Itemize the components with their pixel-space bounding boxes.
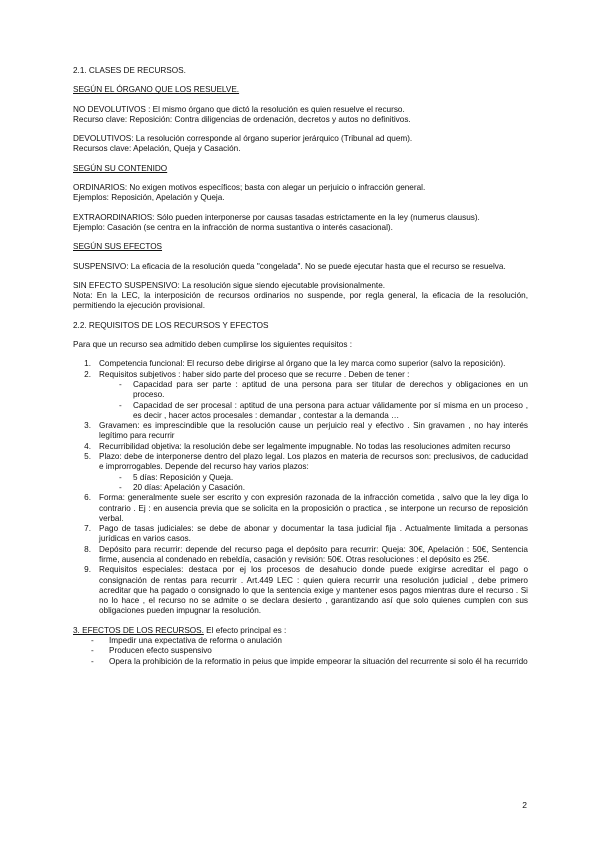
- section-title-3: 3. EFECTOS DE LOS RECURSOS. El efecto principal es :: [73, 625, 287, 635]
- paragraph-intro: Para que un recurso sea admitido deben cumplirse los siguientes requisitos :: [73, 340, 352, 350]
- sub-list-item: - 5 días: Reposición y Queja.: [119, 472, 234, 482]
- paragraph-devolutivos: DEVOLUTIVOS: La resolución corresponde al órgano superior jerárquico (Tribunal ad quem).: [73, 134, 413, 144]
- list-item: 9. Requisitos especiales: destaca por ej los procesos de desahucio donde puede exigirse acreditar el pago o consignación de rentas para recurrir . Art.449 LEC : quien quiera recurrir una resolución judicial , debe primero acreditar que ha pagado o consignado lo que la sentencia exige y mantener esos pagos mientras dure el recurso . Si no lo hace , el recurso no se admite o se declara desierto , garantizando así que solo quienes cumplen con sus obligaciones pueden impugnar la resolución.: [84, 565, 528, 616]
- page-number: 2: [522, 800, 527, 810]
- document-page: [73, 66, 528, 667]
- requisitos-list: [73, 359, 528, 616]
- sub-list-item: - Capacidad de ser procesal : aptitud de una persona para actuar válidamente por sí misma en un proceso , es decir , hacer actos procesales : demandar , contestar a la demanda …: [119, 400, 528, 420]
- list-item: 8. Depósito para recurrir: depende del recurso paga el depósito para recurrir: Queja: 30€, Apelación : 50€, Sentencia firme, ausencia al condenado en rebeldía, casación y revisión: 50€. Otras resoluciones : el depósito es 25€.: [84, 544, 528, 564]
- list-item: 6. Forma: generalmente suele ser escrito y con expresión razonada de la infracción cometida , salvo que la ley diga lo contrario . Ej : en ausencia previa que se solicita en la proposición o practica , se interpone un recurso de reposición verbal.: [84, 493, 528, 523]
- paragraph-nota: Nota: En la LEC, la interposición de recursos ordinarios no suspende, por regla general, la eficacia de la resolución, permitiendo la ejecución provisional.: [73, 291, 528, 311]
- paragraph-suspensivo: SUSPENSIVO: La eficacia de la resolución queda "congelada". No se puede ejecutar hasta que el recurso se resuelva.: [73, 261, 506, 271]
- list-item: 4. Recurribilidad objetiva: la resolución debe ser legalmente impugnable. No todas las resoluciones admiten recurso: [84, 441, 511, 451]
- paragraph-ordinarios: ORDINARIOS: No exigen motivos específicos; basta con alegar un perjuicio o infracción general.: [73, 183, 426, 193]
- list-item: 1. Competencia funcional: El recurso debe dirigirse al órgano que la ley marca como superior (salvo la reposición).: [84, 359, 506, 369]
- paragraph-no-devolutivos-clave: Recurso clave: Reposición: Contra diligencias de ordenación, decretos y autos no definitivos.: [73, 114, 411, 124]
- bullet-item: - Impedir una expectativa de reforma o anulación: [91, 636, 282, 646]
- paragraph-extraordinarios-ejemplo: Ejemplo: Casación (se centra en la infracción de norma sustantiva o interés casacional).: [73, 222, 393, 232]
- heading-efectos: SEGÚN SUS EFECTOS: [73, 242, 163, 252]
- paragraph-no-devolutivos: NO DEVOLUTIVOS : El mismo órgano que dictó la resolución es quien resuelve el recurso.: [73, 104, 405, 114]
- sub-list-item: - Capacidad para ser parte : aptitud de una persona para ser titular de derechos y obligaciones en un proceso.: [119, 379, 528, 400]
- list-item: 5. Plazo: debe de interponerse dentro del plazo legal. Los plazos en materia de recursos son: preclusivos, de caducidad e improrrogables. Depende del recurso hay varios plazos:: [84, 452, 528, 472]
- paragraph-sin-efecto: SIN EFECTO SUSPENSIVO: La resolución sigue siendo ejecutable provisionalmente.: [73, 280, 386, 290]
- bullet-item: - Producen efecto suspensivo: [91, 646, 212, 656]
- list-item: 2. Requisitos subjetivos : haber sido parte del proceso que se recurre . Deben de tener :: [84, 369, 410, 379]
- paragraph-ordinarios-ejemplos: Ejemplos: Reposición, Apelación y Queja.: [73, 193, 225, 203]
- list-item: 7. Pago de tasas judiciales: se debe de abonar y documentar la tasa judicial fija . Actualmente limitada a personas jurídicas en varios casos.: [84, 524, 528, 544]
- paragraph-extraordinarios: EXTRAORDINARIOS: Sólo pueden interponerse por causas tasadas estrictamente en la ley (numerus clausus).: [73, 212, 480, 222]
- section-title-2-1: 2.1. CLASES DE RECURSOS.: [73, 66, 186, 75]
- list-item: 3. Gravamen: es imprescindible que la resolución cause un perjuicio real y efectivo . Sin gravamen , no hay interés legítimo para recurrir: [84, 421, 528, 441]
- bullet-item: - Opera la prohibición de la reformatio in peius que impide empeorar la situación del recurrente si solo él ha recurrido: [91, 656, 528, 666]
- heading-contenido: SEGÚN SU CONTENIDO: [73, 163, 168, 173]
- paragraph-devolutivos-clave: Recursos clave: Apelación, Queja y Casación.: [73, 144, 241, 154]
- section-title-2-2: 2.2. REQUISITOS DE LOS RECURSOS Y EFECTOS: [73, 320, 269, 330]
- sub-list-item: - 20 días: Apelación y Casación.: [119, 482, 245, 492]
- heading-organo: SEGÚN EL ÓRGANO QUE LOS RESUELVE.: [73, 85, 240, 95]
